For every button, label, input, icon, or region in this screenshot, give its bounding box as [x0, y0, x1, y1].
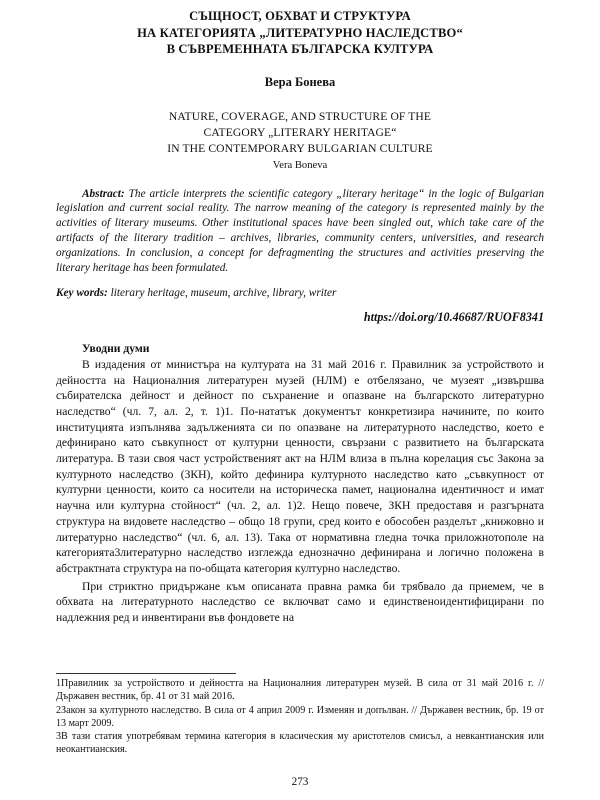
footnote-1: 1Правилник за устройството и дейността на Националния литературен музей. В сила от 31 май 2016 г. // Държавен вестник, бр. 41 от 31 май 2016. [56, 678, 544, 703]
body-paragraph-2: При стриктно придържане към описаната правна рамка би трябвало да приемем, че в обхвата на литературното наследство се включват само и единственоидентифицирани по надлежния ред и инвентирани във фондовете на [56, 579, 544, 625]
keywords [56, 286, 544, 301]
page-number: 273 [291, 776, 309, 788]
keywords-label: Key words: [56, 286, 108, 299]
title-line-2: НА КАТЕГОРИЯТА „ЛИТЕРАТУРНО НАСЛЕДСТВО“ [137, 25, 463, 40]
abstract-label: Abstract: [82, 187, 125, 200]
title-line-3: В СЪВРЕМЕННАТА БЪЛГАРСКА КУЛТУРА [166, 42, 434, 57]
title-english [56, 109, 544, 156]
title-en-line-2: CATEGORY „LITERARY HERITAGE“ [203, 125, 397, 139]
doi-link[interactable]: https://doi.org/10.46687/RUOF8341 [363, 309, 544, 324]
keywords-text: literary heritage, museum, archive, library, writer [107, 286, 337, 299]
title-line-1: СЪЩНОСТ, ОБХВАТ И СТРУКТУРА [189, 9, 411, 23]
body-paragraph-1: В издадения от министъра на културата на 31 май 2016 г. Правилник за устройството и дейността на Националния литературен музей (НЛМ) е отбелязано, че музеят „извършва събирателска дейност и дейност по съхранение и опазване на българското литературно наследство“ (чл. 7, ал. 2, т. 1)1. По-нататък документът конкретизира начините, по които институцията изпълнява задълженията си по опазване на литературното наследство, което е дефинирано като съвкупност от културни ценности, свързани с развитието на българската литература. В тази своя част устройственият акт на НЛМ влиза в пълна корелация със Закона за културното наследство (ЗКН), който дефинира културното наследство като „съвкупност от културни ценности, които са носители на историческа памет, национална идентичност и имат научна или културна стойност“ (чл. 2, ал. 1)2. Нещо повече, ЗКН предоставя и разгърната структура на видовете наследство – общо 18 групи, сред които е обособен разделът „книжовно и литературно наследство“ (чл. 6, ал. 13). Така от нормативна гледна точка приложнотополе на категорията3литературно наследство изглежда еднозначно дефинирана и логично положена в абстрактната структура на по-общата категория културно наследство. [56, 357, 544, 575]
footnotes [56, 673, 544, 756]
author-english: Vera Boneva [272, 159, 328, 171]
page-title [56, 8, 544, 58]
title-en-line-1: NATURE, COVERAGE, AND STRUCTURE OF THE [168, 110, 432, 124]
author-bulgarian: Вера Бонева [264, 75, 336, 90]
section-heading: Уводни думи [82, 341, 150, 355]
title-en-line-3: IN THE CONTEMPORARY BULGARIAN CULTURE [167, 141, 433, 155]
footnote-3: 3В тази статия употребявам термина категория в класическия му аристотелов смисъл, а невкантианския или неокантианския. [56, 730, 544, 755]
footnote-2: 2Закон за културното наследство. В сила от 4 април 2009 г. Изменян и допълван. // Държавен вестник, бр. 19 от 13 март 2009. [56, 704, 544, 729]
abstract-text: The article interprets the scientific category „literary heritage“ in the logic of Bulgarian legislation and current social reality. The narrow meaning of the category is represented mainly by the activities of literary museums. Other institutional spaces have been singled out, which take care of the artifacts of the literary tradition – archives, libraries, community centers, universities, and research organizations. In conclusion, a concept for defragmenting the structures and activities preserving the literary heritage has been formulated. [56, 187, 544, 275]
abstract [56, 187, 544, 276]
footnote-separator [56, 673, 236, 674]
